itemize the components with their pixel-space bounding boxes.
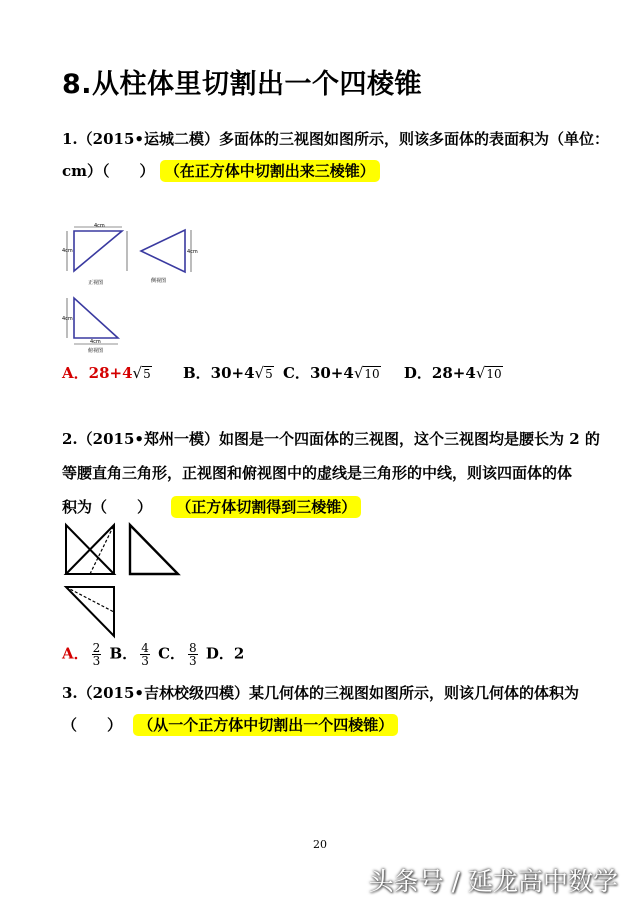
q2-line1: 2.（2015•郑州一模）如图是一个四面体的三视图，这个三视图均是腰长为 2 的: [62, 430, 600, 448]
q2-line3: [62, 496, 361, 517]
q1-cap-top: 俯视图: [88, 348, 104, 354]
section-title: 8.从柱体里切割出一个四棱锥: [62, 69, 423, 100]
q1-option-b-sqrt: √5: [254, 364, 273, 382]
q3-line2-text: （ ）: [62, 716, 123, 734]
q1-hint: （在正方体中切割出来三棱锥）: [160, 160, 380, 182]
q1-cap-front: 正视图: [88, 280, 104, 286]
q1-option-b: B．30+4: [182, 364, 255, 382]
page-number: 20: [313, 838, 327, 851]
q1-side-triangle: [141, 230, 185, 272]
q2-option-c-frac: $\frac{8}{3}$: [189, 641, 197, 668]
q1-line2: [62, 160, 380, 181]
q2-top-view: [60, 584, 122, 642]
q1-dim-top: 4cm: [94, 223, 105, 229]
q1-dim-right: 4cm: [187, 249, 198, 255]
q1-option-a-sqrt: √5: [132, 364, 151, 382]
q1-cap-side: 侧视图: [151, 278, 167, 284]
q2-options: [62, 642, 244, 667]
q1-front-triangle: [74, 231, 122, 271]
q1-dim-bottom: 4cm: [90, 339, 101, 345]
q1-line2-text: cm）（ ）: [62, 162, 155, 180]
q3-line2: [62, 714, 398, 735]
q2-side-view: [124, 522, 184, 580]
q1-option-d-sqrt: √10: [475, 364, 502, 382]
watermark: 头条号 / 延龙高中数学: [368, 867, 618, 896]
q1-option-d: D．28+4: [403, 364, 476, 382]
q1-options: [62, 362, 503, 383]
q3-hint: （从一个正方体中切割出一个四棱锥）: [133, 714, 398, 736]
q1-option-a: A．28+4: [62, 364, 133, 382]
q1-top-view: [62, 292, 137, 358]
q1-front-view: [62, 222, 137, 290]
q2-option-b-label: B．: [109, 644, 138, 663]
q1-dim-bottom-side: 4cm: [62, 316, 73, 322]
q2-option-a-label: A．: [62, 644, 89, 663]
q2-top-median: [66, 587, 114, 612]
q1-line1: 1.（2015•运城二模）多面体的三视图如图所示，则该多面体的表面积为（单位：: [62, 130, 609, 148]
q2-line3-text: 积为（ ）: [62, 498, 153, 516]
q2-option-c-label: C．: [158, 644, 186, 663]
q2-option-d: D．2: [205, 644, 245, 663]
q1-top-triangle: [74, 298, 118, 338]
q1-option-c: C．30+4: [282, 364, 354, 382]
q2-option-b-frac: $\frac{4}{3}$: [141, 641, 149, 668]
q1-side-view: [135, 224, 205, 290]
q3-line1: 3.（2015•吉林校级四模）某几何体的三视图如图所示，则该几何体的体积为: [62, 684, 579, 702]
q1-option-c-sqrt: √10: [353, 364, 380, 382]
q2-hint: （正方体切割得到三棱锥）: [171, 496, 361, 518]
q2-option-a-frac: $\frac{2}{3}$: [92, 641, 101, 668]
q1-dim-side: 4cm: [62, 248, 73, 254]
q2-front-view: [60, 522, 122, 580]
q2-line2: 等腰直角三角形，正视图和俯视图中的虚线是三角形的中线，则该四面体的体: [62, 464, 573, 482]
q2-front-median: [90, 525, 114, 574]
